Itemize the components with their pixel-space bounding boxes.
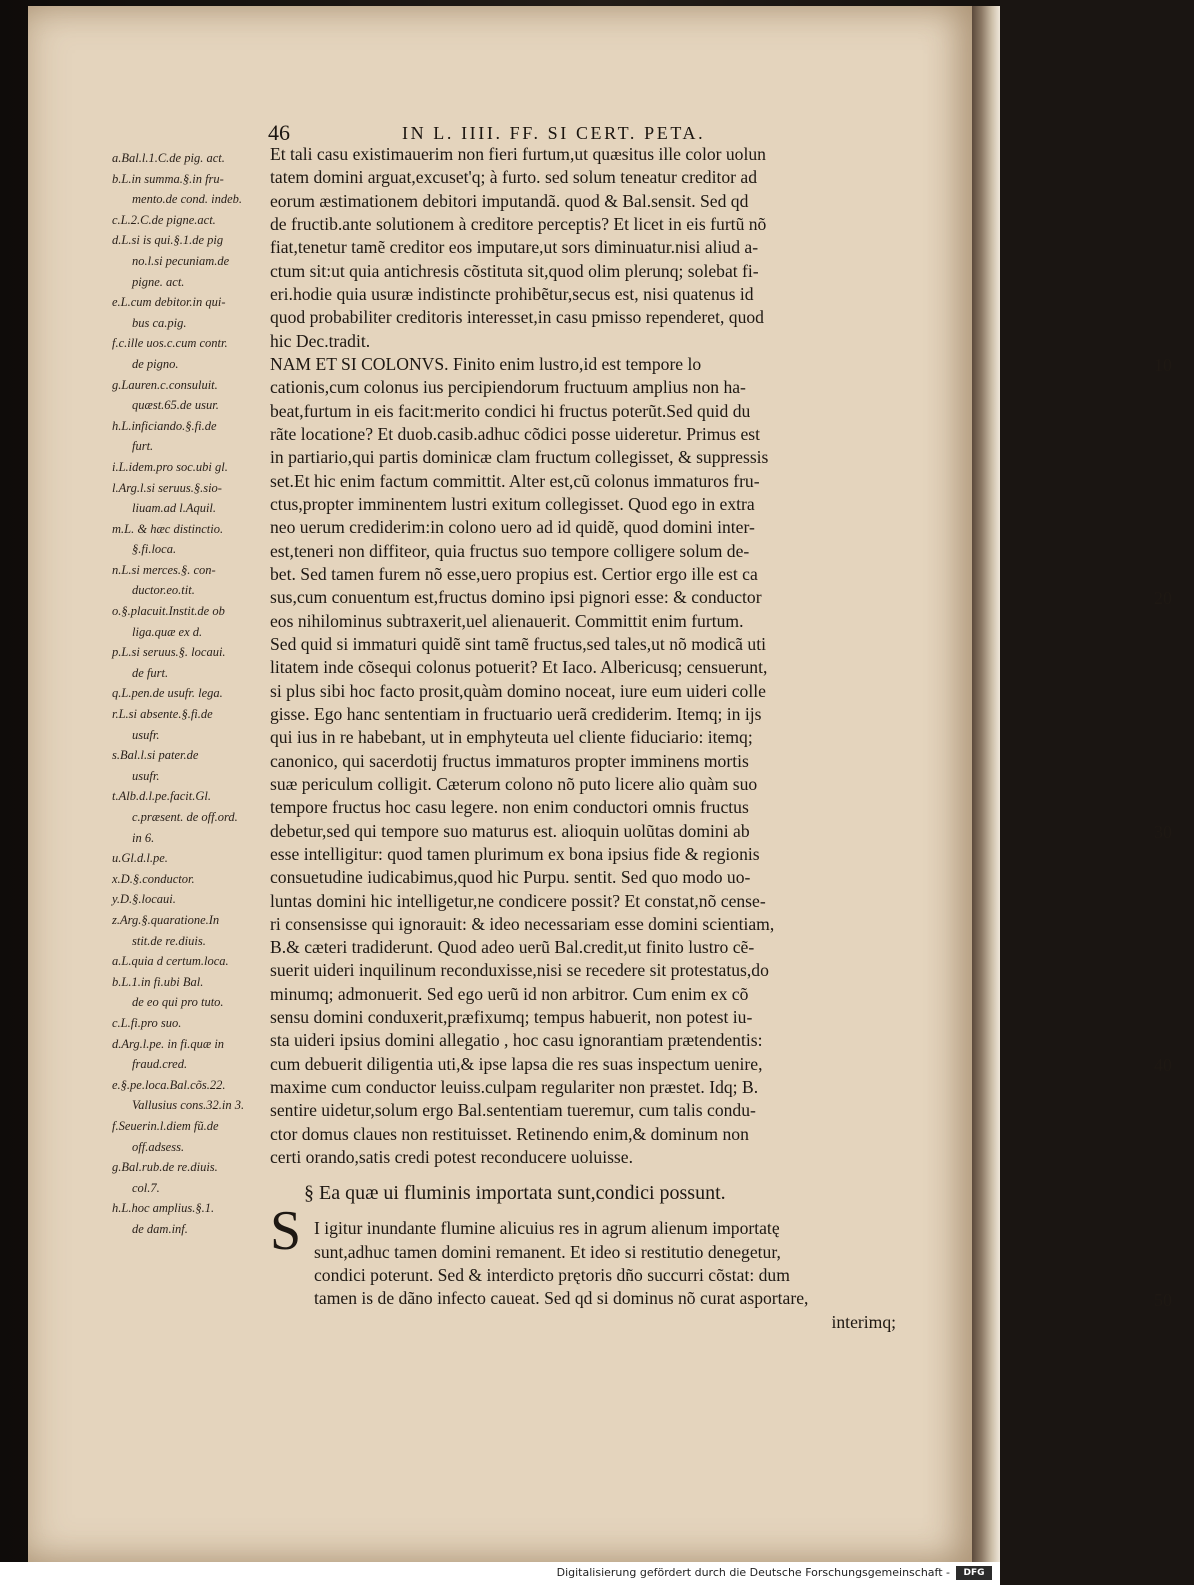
margin-note: q.L.pen.de usufr. lega. xyxy=(112,686,223,701)
text-line: cationis,cum colonus ius percipiendorum fructuum amplius non ha- xyxy=(270,377,746,398)
margin-note: usufr. xyxy=(132,768,160,783)
page-number: 46 xyxy=(268,120,290,145)
margin-note: de eo qui pro tuto. xyxy=(132,995,224,1010)
line-number: 50 xyxy=(1154,1289,1172,1310)
margin-note: d.Arg.l.pe. in fi.quæ in xyxy=(112,1036,225,1051)
text-line: Et tali casu existimauerim non fieri furtum,ut quæsitus ille color uolun xyxy=(270,144,766,164)
text-line: minumq; admonuerit. Sed ego uerũ id non arbitror. Cum enim ex cõ xyxy=(270,983,749,1004)
text-line: debetur,sed qui tempore suo maturus est. alioquin uolũtas domini ab xyxy=(270,820,750,841)
margin-note: n.L.si merces.§. con- xyxy=(112,562,216,577)
text-line: litatem inde cõsequi colonus potuerit? Et Iaco. Albericusq; censuerunt, xyxy=(270,657,768,678)
line-number: 20 xyxy=(1154,588,1172,609)
text-line: consuetudine iudicabimus,quod hic Purpu. sentit. Sed quo modo uo- xyxy=(270,867,751,888)
margin-note: ductor.eo.tit. xyxy=(132,583,195,598)
text-line: sunt,adhuc tamen domini remanent. Et ideo si restitutio denegetur, xyxy=(314,1241,781,1262)
text-line: si plus sibi hoc facto prosit,quàm domino noceat, iure eum uideri colle xyxy=(270,680,766,701)
margin-note: h.L.inficiando.§.fi.de xyxy=(112,418,217,433)
margin-note: in 6. xyxy=(132,830,155,845)
margin-note: de pigno. xyxy=(132,356,179,371)
text-line: fiat,tenetur tamẽ creditor eos imputare,ut sors diminuatur.nisi aliud a- xyxy=(270,237,759,258)
main-text-block xyxy=(270,143,1172,1334)
text-line: in partiario,qui partis dominicæ clam fructum collegisset, & suppressis xyxy=(270,447,769,468)
margin-note: §.fi.loca. xyxy=(132,542,177,557)
text-line: canonico, qui sacerdotij fructus immaturos propter imminens mortis xyxy=(270,750,749,771)
margin-note: d.L.si is qui.§.1.de pig xyxy=(112,233,224,248)
margin-note: s.Bal.l.si pater.de xyxy=(112,748,199,763)
text-line: quod probabiliter creditoris interesset,in casu pmisso rependeret, quod xyxy=(270,307,764,328)
margin-note: e.§.pe.loca.Bal.cõs.22. xyxy=(112,1077,226,1092)
digitization-footer xyxy=(0,1562,1000,1585)
text-line: maxime cum conductor leuiss.culpam regulariter non præstet. Idq; B. xyxy=(270,1077,759,1098)
text-line: sus,cum conuentum est,fructus domino ipsi pignori esse: & conductor xyxy=(270,587,762,608)
initial-letter: S xyxy=(270,1200,302,1262)
margin-note: bus ca.pig. xyxy=(132,315,187,330)
margin-note: col.7. xyxy=(132,1180,160,1195)
text-line: hic Dec.tradit. xyxy=(270,330,371,351)
text-line: I igitur inundante flumine alicuius res in agrum alienum importatę xyxy=(314,1218,780,1239)
text-line: eos nihilominus subtraxerit,uel alienauerit. Committit enim furtum. xyxy=(270,610,744,631)
margin-note: stit.de re.diuis. xyxy=(132,933,206,948)
margin-note: mento.de cond. indeb. xyxy=(132,192,243,207)
text-line: tempore fructus hoc casu legere. non enim conductori omnis fructus xyxy=(270,797,749,818)
text-line: de fructib.ante solutionem à creditore perceptis? Et licet in eis furtũ nõ xyxy=(270,213,767,234)
margin-note: liga.quæ ex d. xyxy=(132,624,203,639)
text-line: ctum sit:ut quia antichresis cõstituta sit,quod olim plerunq; solebat fi- xyxy=(270,260,759,281)
margin-note: c.L.fi.pro suo. xyxy=(112,1015,182,1030)
margin-note: g.Lauren.c.consuluit. xyxy=(112,377,218,392)
margin-note: a.L.quia d certum.loca. xyxy=(112,954,229,969)
text-line: sta uideri ipsius domini allegatio , hoc casu ignorantiam prætendentis: xyxy=(270,1030,763,1051)
text-line: condici poterunt. Sed & interdicto prętoris dño succurri cõstat: dum xyxy=(314,1265,790,1286)
margin-note: f.Seuerin.l.diem fũ.de xyxy=(112,1118,219,1133)
text-line: Sed quid si immaturi quidẽ sint tamẽ fructus,sed tales,ut nõ modicã uti xyxy=(270,633,766,654)
margin-note: b.L.in summa.§.in fru- xyxy=(112,171,224,186)
text-line: est,teneri non diffiteor, quia fructus suo tempore colligere solum de- xyxy=(270,540,750,561)
margin-notes xyxy=(112,148,276,1239)
text-line: tatem domini arguat,excuset'q; à furto. sed solum teneatur creditor ad xyxy=(270,167,758,188)
text-line: interimq; xyxy=(831,1311,896,1332)
text-line: rãte locatione? Et duob.casib.adhuc cõdici posse uideretur. Primus est xyxy=(270,423,761,444)
text-line: bet. Sed tamen furem nõ esse,uero propius est. Certior ergo ille est ca xyxy=(270,563,758,584)
margin-note: h.L.hoc amplius.§.1. xyxy=(112,1201,215,1216)
text-line: sensu domini conduxerit,præfixumq; tempus habuerit, non potest iu- xyxy=(270,1007,753,1028)
margin-note: y.D.§.locaui. xyxy=(112,892,176,907)
margin-note: u.Gl.d.l.pe. xyxy=(112,851,168,866)
footer-text: Digitalisierung gefördert durch die Deutsche Forschungsgemeinschaft - xyxy=(556,1566,950,1579)
text-line: ctus,propter imminentem lustri exitum collegisset. Quod ego in extra xyxy=(270,493,755,514)
text-line: eorum æstimationem debitori imputandã. quod & Bal.sensit. Sed qd xyxy=(270,190,749,211)
text-line: ctor domus claues non restituisset. Retinendo enim,& dominum non xyxy=(270,1123,749,1144)
text-line: qui ius in re habebant, ut in emphyteuta uel cliente fiduciario: itemq; xyxy=(270,727,753,748)
margin-note: c.præsent. de off.ord. xyxy=(132,810,238,824)
text-line: neo uerum crediderim:in colono uero ad id quidẽ, quod domini inter- xyxy=(270,517,755,538)
margin-note: b.L.1.in fi.ubi Bal. xyxy=(112,974,204,989)
text-line: luntas domini hic intelligetur,ne condicere possit? Et constat,nõ cense- xyxy=(270,890,766,911)
margin-note: x.D.§.conductor. xyxy=(112,871,195,886)
running-head: IN L. IIII. FF. SI CERT. PETA. xyxy=(402,123,706,143)
line-number: 10 xyxy=(1154,355,1172,376)
margin-note: l.Arg.l.si seruus.§.sio- xyxy=(112,480,222,495)
text-line: certi orando,satis credi potest reconducere uoluisse. xyxy=(270,1147,633,1168)
margin-note: c.L.2.C.de pigne.act. xyxy=(112,212,216,227)
line-number: 30 xyxy=(1154,821,1172,842)
text-line: ri consensisse qui ignorauit: & ideo necessariam esse domini scientiam, xyxy=(270,913,775,934)
margin-note: Vallusius cons.32.in 3. xyxy=(132,1098,245,1113)
text-line: cum debuerit diligentia uti,& ipse lapsa die res suas inspectum uenire, xyxy=(270,1053,763,1074)
margin-note: r.L.si absente.§.fi.de xyxy=(112,707,213,722)
margin-note: off.adsess. xyxy=(132,1139,185,1154)
text-line: set.Et hic enim factum committit. Alter est,cũ colonus immaturos fru- xyxy=(270,470,760,491)
margin-note: a.Bal.l.1.C.de pig. act. xyxy=(112,151,225,165)
margin-note: no.l.si pecuniam.de xyxy=(132,253,230,268)
text-line: § Ea quæ ui fluminis importata sunt,condici possunt. xyxy=(304,1182,726,1205)
margin-note: quæst.65.de usur. xyxy=(132,398,219,413)
margin-note: m.L. & hæc distinctio. xyxy=(112,521,224,536)
margin-note: furt. xyxy=(132,439,154,454)
text-line: suæ periculum colligit. Cæterum colono nõ puto licere alio quàm suo xyxy=(270,773,758,794)
text-line: gisse. Ego hanc sententiam in fructuario uerã crediderim. Itemq; in ijs xyxy=(270,703,762,724)
margin-note: t.Alb.d.l.pe.facit.Gl. xyxy=(112,789,211,804)
margin-note: z.Arg.§.quaratione.In xyxy=(112,912,220,927)
margin-note: liuam.ad l.Aquil. xyxy=(132,501,217,516)
margin-note: e.L.cum debitor.in qui- xyxy=(112,295,226,310)
margin-note: de furt. xyxy=(132,665,169,680)
text-line: tamen is de dãno infecto caueat. Sed qd si dominus nõ curat asportare, xyxy=(314,1288,809,1309)
text-line: beat,furtum in eis facit:merito condici hi fructus poterũt.Sed quid du xyxy=(270,400,751,421)
text-line: B.& cæteri tradiderunt. Quod adeo uerũ Bal.credit,ut finito lustro cẽ- xyxy=(270,937,755,958)
margin-note: pigne. act. xyxy=(132,274,185,289)
margin-note: g.Bal.rub.de re.diuis. xyxy=(112,1160,218,1175)
text-line: sentire uidetur,solum ergo Bal.sententiam tueremur, cum talis condu- xyxy=(270,1100,756,1121)
line-number: 40 xyxy=(1154,1055,1172,1076)
margin-note: o.§.placuit.Instit.de ob xyxy=(112,604,225,619)
margin-note: i.L.idem.pro soc.ubi gl. xyxy=(112,459,228,474)
margin-note: f.c.ille uos.c.cum contr. xyxy=(112,336,228,351)
page-edge xyxy=(972,6,1000,1562)
text-line: eri.hodie quia usuræ indistincte prohibẽtur,secus est, nisi quatenus id xyxy=(270,283,754,304)
dfg-logo: DFG xyxy=(956,1566,992,1580)
margin-note: fraud.cred. xyxy=(132,1057,188,1072)
text-line: NAM ET SI COLONVS. Finito enim lustro,id est tempore lo xyxy=(270,353,702,374)
margin-note: de dam.inf. xyxy=(132,1221,188,1236)
text-line: esse intelligitur: quod tamen plurimum ex bona ipsius fide & regionis xyxy=(270,843,760,864)
margin-note: p.L.si seruus.§. locaui. xyxy=(112,645,226,660)
text-line: suerit uideri inquilinum reconduxisse,nisi se recedere sit protestatus,do xyxy=(270,960,769,981)
margin-note: usufr. xyxy=(132,727,160,742)
